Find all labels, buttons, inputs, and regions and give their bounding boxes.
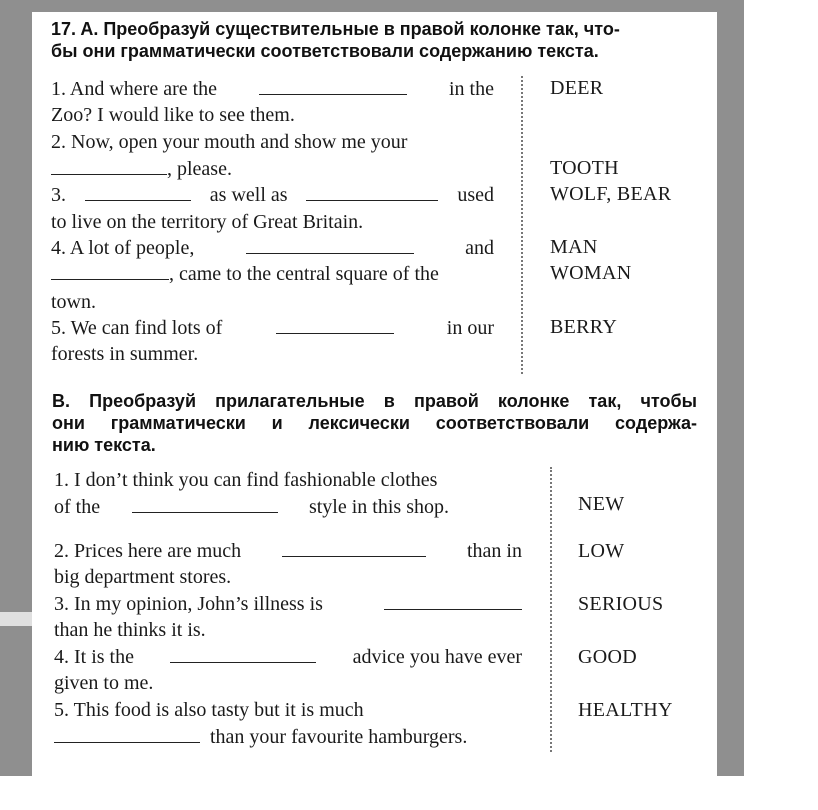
- a-item-4-line3: town.: [51, 291, 96, 313]
- b4-answer-blank[interactable]: [170, 644, 316, 663]
- b-item-2-line1: 2. Prices here are much than in: [54, 540, 522, 562]
- b-word-low: LOW: [578, 540, 625, 562]
- a3-answer-blank-2[interactable]: [306, 182, 438, 201]
- b1-answer-blank[interactable]: [132, 494, 278, 513]
- a-item-5-line2: forests in summer.: [51, 343, 199, 365]
- b-item-2-line2: big department stores.: [54, 566, 232, 588]
- scan-margin-mark: [0, 612, 32, 626]
- scan-frame-left: [0, 0, 32, 776]
- b-item-3-line1: 3. In my opinion, John’s illness is: [54, 591, 522, 617]
- a-word-woman: WOMAN: [550, 262, 632, 284]
- b-item-1-line2: of the style in this shop.: [54, 496, 449, 518]
- a3-answer-blank-1[interactable]: [85, 182, 191, 201]
- exercise-b-heading-line1: B. Преобразуй прилагательные в правой колонке так, чтобы: [52, 391, 697, 411]
- a-word-wolf-bear: WOLF, BEAR: [550, 183, 672, 205]
- b-item-1-line1: 1. I don’t think you can find fashionable clothes: [54, 469, 438, 491]
- a-word-tooth: TOOTH: [550, 157, 619, 179]
- scan-frame-right: [717, 0, 744, 776]
- exercise-a-heading-line2: бы они грамматически соответствовали содержанию текста.: [51, 41, 599, 61]
- a-item-3-line1: 3. as well as used: [51, 184, 494, 206]
- a-item-2-line2: , please.: [51, 156, 232, 182]
- b-column-divider: [550, 467, 552, 752]
- exercise-b-heading-line3: нию текста.: [52, 435, 156, 455]
- b3-answer-blank[interactable]: [384, 591, 522, 610]
- a5-answer-blank[interactable]: [276, 315, 394, 334]
- a-item-1-line1: 1. And where are the in the: [51, 78, 494, 100]
- b-word-new: NEW: [578, 493, 625, 515]
- a4-answer-blank-2[interactable]: [51, 261, 169, 280]
- a2-answer-blank[interactable]: [51, 156, 167, 175]
- b-item-5-line1: 5. This food is also tasty but it is much: [54, 699, 364, 721]
- a-column-divider: [521, 76, 523, 374]
- a-word-berry: BERRY: [550, 316, 618, 338]
- b-item-4-line2: given to me.: [54, 672, 154, 694]
- exercise-b-heading-line2: они грамматически и лексически соответствовали содержа-: [52, 413, 697, 433]
- scan-frame-bottom: [0, 776, 744, 810]
- b-item-3-line2: than he thinks it is.: [54, 619, 206, 641]
- b-item-5-line2: than your favourite hamburgers.: [54, 724, 467, 750]
- scan-frame-top: [0, 0, 744, 12]
- a1-answer-blank[interactable]: [259, 76, 407, 95]
- a-item-1-line2: Zoo? I would like to see them.: [51, 104, 295, 126]
- b5-answer-blank[interactable]: [54, 724, 200, 743]
- a-item-4-line1: 4. A lot of people, and: [51, 237, 494, 259]
- textbook-page: [32, 12, 717, 776]
- a-word-man: MAN: [550, 236, 598, 258]
- a-word-deer: DEER: [550, 77, 604, 99]
- b2-answer-blank[interactable]: [282, 538, 426, 557]
- b-word-serious: SERIOUS: [578, 593, 664, 615]
- a-item-4-line2: , came to the central square of the: [51, 261, 494, 287]
- a-item-5-line1: 5. We can find lots of in our: [51, 317, 494, 339]
- a-item-3-line2: to live on the territory of Great Britain.: [51, 211, 364, 233]
- b-word-good: GOOD: [578, 646, 637, 668]
- exercise-a-heading-line1: 17. A. Преобразуй существительные в правой колонке так, что-: [51, 19, 620, 39]
- b-word-healthy: HEALTHY: [578, 699, 673, 721]
- a4-answer-blank-1[interactable]: [246, 235, 414, 254]
- b-item-4-line1: 4. It is the advice you have ever: [54, 646, 522, 668]
- a-item-2-line1: 2. Now, open your mouth and show me your: [51, 131, 408, 153]
